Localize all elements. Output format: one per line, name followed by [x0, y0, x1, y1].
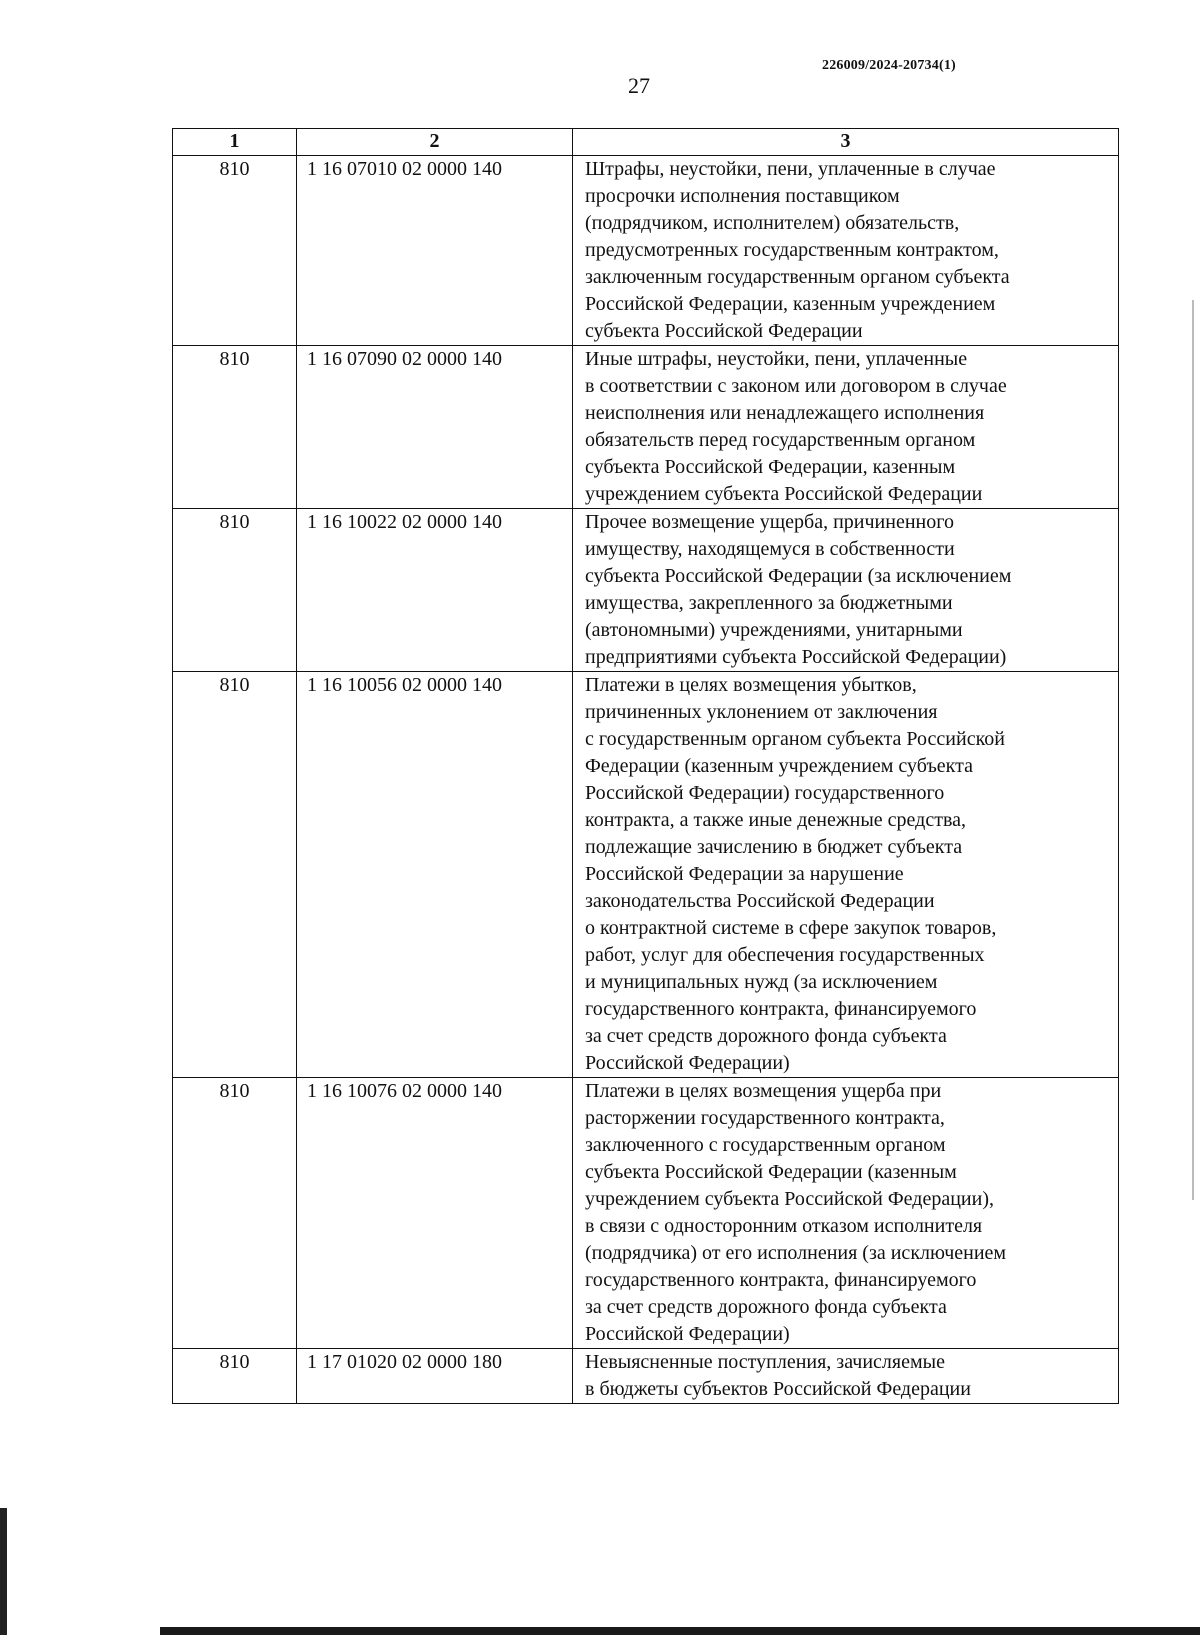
description-line: государственного контракта, финансируемого — [585, 1269, 977, 1291]
description-line: заключенным государственным органом субъекта — [585, 266, 1010, 288]
budget-classification-code-cell: 1 17 01020 02 0000 180 — [297, 1349, 573, 1404]
scan-bottom-edge — [160, 1627, 1200, 1635]
description-line: за счет средств дорожного фонда субъекта — [585, 1296, 947, 1318]
description-line: работ, услуг для обеспечения государственных — [585, 944, 985, 966]
description-line: (автономными) учреждениями, унитарными — [585, 619, 963, 641]
description-line: Российской Федерации) — [585, 1052, 790, 1074]
description-line: имущества, закрепленного за бюджетными — [585, 592, 953, 614]
admin-code-cell: 810 — [173, 156, 297, 346]
column-header-3: 3 — [573, 129, 1119, 156]
budget-classification-code-cell: 1 16 10022 02 0000 140 — [297, 509, 573, 672]
table-row — [173, 156, 1119, 346]
admin-code-cell: 810 — [173, 672, 297, 1078]
description-line: имуществу, находящемуся в собственности — [585, 538, 955, 560]
description-line: предприятиями субъекта Российской Федерации) — [585, 646, 1007, 668]
description-line: просрочки исполнения поставщиком — [585, 185, 900, 207]
description-line: (подрядчиком, исполнителем) обязательств, — [585, 212, 960, 234]
description-line: Иные штрафы, неустойки, пени, уплаченные — [585, 348, 968, 370]
admin-code-cell: 810 — [173, 1078, 297, 1349]
description-line: Федерации (казенным учреждением субъекта — [585, 755, 973, 777]
table-row — [173, 1349, 1119, 1404]
description-line: (подрядчика) от его исполнения (за исключением — [585, 1242, 1007, 1264]
description-line: Штрафы, неустойки, пени, уплаченные в случае — [585, 158, 996, 180]
description-line: государственного контракта, финансируемого — [585, 998, 977, 1020]
description-line: контракта, а также иные денежные средства, — [585, 809, 966, 831]
description-line: Российской Федерации) государственного — [585, 782, 945, 804]
table-row — [173, 672, 1119, 1078]
description-line: в связи с односторонним отказом исполнителя — [585, 1215, 983, 1237]
scan-right-edge — [1192, 300, 1194, 1200]
budget-classification-code-cell: 1 16 10056 02 0000 140 — [297, 672, 573, 1078]
description-line: законодательства Российской Федерации — [585, 890, 935, 912]
description-line: обязательств перед государственным органом — [585, 429, 976, 451]
description-line: Невыясненные поступления, зачисляемые — [585, 1351, 945, 1373]
income-description-cell — [573, 156, 1119, 346]
description-line: Прочее возмещение ущерба, причиненного — [585, 511, 954, 533]
income-description-cell — [573, 1078, 1119, 1349]
description-line: за счет средств дорожного фонда субъекта — [585, 1025, 947, 1047]
income-description-cell — [573, 1349, 1119, 1404]
description-line: субъекта Российской Федерации — [585, 320, 863, 342]
description-line: Российской Федерации за нарушение — [585, 863, 904, 885]
income-description-cell — [573, 509, 1119, 672]
description-line: причиненных уклонением от заключения — [585, 701, 938, 723]
table-header-row — [173, 129, 1119, 156]
column-header-2: 2 — [297, 129, 573, 156]
description-line: с государственным органом субъекта Российской — [585, 728, 1005, 750]
scan-binder-mark — [0, 1508, 7, 1635]
table-body — [173, 156, 1119, 1404]
description-line: Платежи в целях возмещения ущерба при — [585, 1080, 942, 1102]
description-line: субъекта Российской Федерации (казенным — [585, 1161, 957, 1183]
table-row — [173, 509, 1119, 672]
description-line: подлежащие зачислению в бюджет субъекта — [585, 836, 963, 858]
table-row — [173, 346, 1119, 509]
table-row — [173, 1078, 1119, 1349]
description-line: расторжении государственного контракта, — [585, 1107, 945, 1129]
column-header-1: 1 — [173, 129, 297, 156]
description-line: и муниципальных нужд (за исключением — [585, 971, 938, 993]
description-line: учреждением субъекта Российской Федерации — [585, 483, 983, 505]
description-line: субъекта Российской Федерации (за исключением — [585, 565, 1012, 587]
budget-classification-code-cell: 1 16 07090 02 0000 140 — [297, 346, 573, 509]
admin-code-cell: 810 — [173, 346, 297, 509]
admin-code-cell: 810 — [173, 1349, 297, 1404]
description-line: в бюджеты субъектов Российской Федерации — [585, 1378, 971, 1400]
description-line: Российской Федерации) — [585, 1323, 790, 1345]
description-line: о контрактной системе в сфере закупок товаров, — [585, 917, 997, 939]
income-description-cell — [573, 346, 1119, 509]
description-line: в соответствии с законом или договором в случае — [585, 375, 1007, 397]
description-line: заключенного с государственным органом — [585, 1134, 946, 1156]
description-line: неисполнения или ненадлежащего исполнения — [585, 402, 985, 424]
description-line: Российской Федерации, казенным учреждением — [585, 293, 996, 315]
income-codes-table — [172, 128, 1119, 1404]
admin-code-cell: 810 — [173, 509, 297, 672]
income-description-cell — [573, 672, 1119, 1078]
description-line: предусмотренных государственным контрактом, — [585, 239, 999, 261]
description-line: Платежи в целях возмещения убытков, — [585, 674, 917, 696]
budget-classification-code-cell: 1 16 10076 02 0000 140 — [297, 1078, 573, 1349]
description-line: субъекта Российской Федерации, казенным — [585, 456, 956, 478]
description-line: учреждением субъекта Российской Федерации), — [585, 1188, 994, 1210]
document-registration-number: 226009/2024-20734(1) — [822, 58, 956, 73]
page-number: 27 — [628, 73, 650, 98]
budget-classification-code-cell: 1 16 07010 02 0000 140 — [297, 156, 573, 346]
